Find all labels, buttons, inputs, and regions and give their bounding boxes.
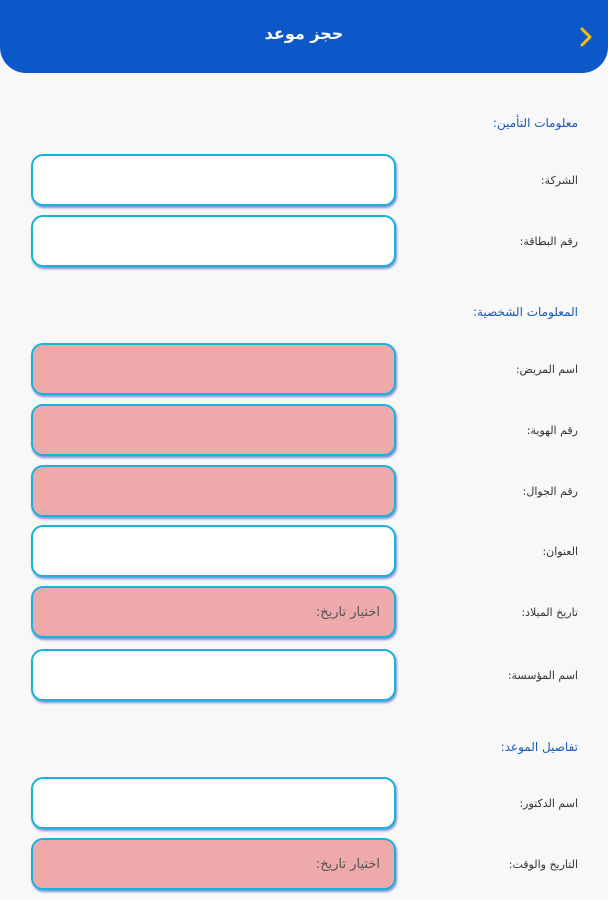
section-title-insurance: معلومات التأمين: [492, 116, 578, 130]
address-field[interactable] [31, 525, 396, 577]
label-doctor-name: اسم الدكتور: [519, 797, 578, 810]
back-button[interactable] [578, 25, 594, 49]
label-company: الشركة: [540, 174, 578, 187]
label-patient-name: اسم المريض: [515, 363, 578, 376]
label-address: العنوان: [542, 545, 578, 558]
app-header [0, 0, 608, 73]
label-birth-date: تاريخ الميلاد: [521, 606, 578, 619]
card-number-field[interactable] [31, 215, 396, 267]
page-title: حجز موعد [264, 24, 344, 43]
doctor-name-field[interactable] [31, 777, 396, 829]
label-date-time: التاريخ والوقت: [508, 858, 578, 871]
organization-field[interactable] [31, 649, 396, 701]
label-id-number: رقم الهوية: [526, 424, 578, 437]
label-mobile: رقم الجوال: [522, 485, 578, 498]
patient-name-field[interactable] [31, 343, 396, 395]
section-title-personal: المعلومات الشخصية: [472, 305, 578, 319]
id-number-field[interactable] [31, 404, 396, 456]
mobile-field[interactable] [31, 465, 396, 517]
label-card-number: رقم البطاقة: [519, 235, 578, 248]
company-field[interactable] [31, 154, 396, 206]
label-organization: اسم المؤسسة: [507, 669, 578, 682]
date-time-picker[interactable]: اختيار تاريخ: [31, 838, 396, 890]
chevron-right-icon [578, 25, 594, 49]
section-title-appointment: تفاصيل الموعد: [500, 740, 578, 754]
birth-date-picker[interactable]: اختيار تاريخ: [31, 586, 396, 638]
